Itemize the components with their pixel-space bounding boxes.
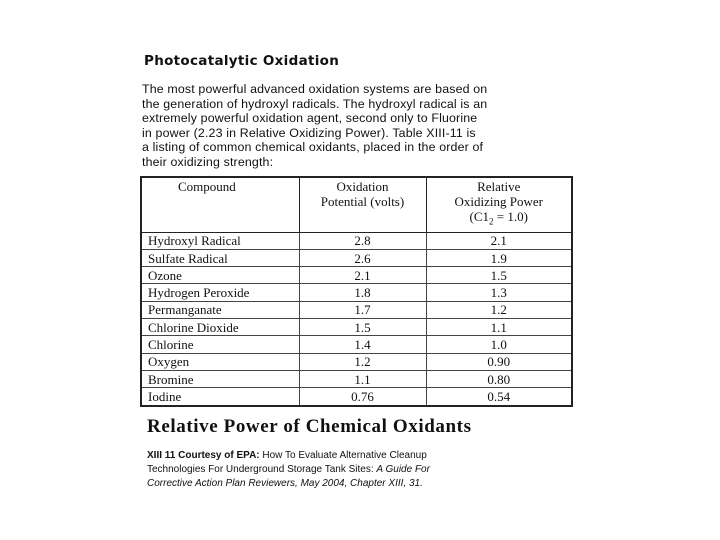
relative-power-cell: 1.2 xyxy=(426,301,572,318)
table-row xyxy=(141,267,572,284)
table-caption: Relative Power of Chemical Oxidants xyxy=(147,416,472,437)
relative-power-cell: 0.90 xyxy=(426,353,572,370)
citation-text: Technologies For Underground Storage Tank Sites: xyxy=(147,464,377,475)
compound-cell: Bromine xyxy=(141,370,299,387)
potential-cell: 1.5 xyxy=(299,319,426,336)
table-row xyxy=(141,249,572,266)
citation-label: XIII 11 Courtesy of EPA: xyxy=(147,450,260,461)
citation-title: Corrective Action Plan Reviewers, May 2004, Chapter XIII, 31. xyxy=(147,478,423,489)
paragraph-line: their oxidizing strength: xyxy=(142,154,274,169)
table-row xyxy=(141,388,572,406)
section-heading: Photocatalytic Oxidation xyxy=(144,53,340,69)
table-row xyxy=(141,353,572,370)
table-row xyxy=(141,284,572,301)
header-compound: Compound xyxy=(141,177,299,232)
source-citation xyxy=(147,449,567,491)
compound-cell: Permanganate xyxy=(141,301,299,318)
potential-cell: 1.4 xyxy=(299,336,426,353)
citation-text: How To Evaluate Alternative Cleanup xyxy=(259,450,427,461)
relative-power-cell: 2.1 xyxy=(426,232,572,249)
table-row xyxy=(141,301,572,318)
compound-cell: Oxygen xyxy=(141,353,299,370)
header-relative-oxidizing-power: Relative Oxidizing Power $(C1_2 = 1.0)$ xyxy=(426,177,572,232)
paragraph-line: The most powerful advanced oxidation systems are based on xyxy=(142,82,488,96)
relative-power-cell: 1.1 xyxy=(426,319,572,336)
compound-cell: Chlorine xyxy=(141,336,299,353)
table-row xyxy=(141,319,572,336)
oxidants-table xyxy=(140,176,573,407)
paragraph-line: the generation of hydroxyl radicals. The hydroxyl radical is an xyxy=(142,96,488,111)
compound-cell: Hydroxyl Radical xyxy=(141,232,299,249)
relative-power-cell: 1.0 xyxy=(426,336,572,353)
table-header-row xyxy=(141,177,572,232)
paragraph-line: extremely powerful oxidation agent, second only to Fluorine xyxy=(142,111,478,126)
relative-power-cell: 1.5 xyxy=(426,267,572,284)
relative-power-cell: 0.54 xyxy=(426,388,572,406)
table-row xyxy=(141,336,572,353)
potential-cell: 1.8 xyxy=(299,284,426,301)
paragraph-line: in power (2.23 in Relative Oxidizing Power). Table XIII-11 is xyxy=(142,125,476,140)
potential-cell: 2.8 xyxy=(299,232,426,249)
potential-cell: 1.7 xyxy=(299,301,426,318)
intro-paragraph xyxy=(142,82,572,170)
paragraph-line: a listing of common chemical oxidants, placed in the order of xyxy=(142,140,484,155)
relative-power-cell: 1.9 xyxy=(426,249,572,266)
table-row xyxy=(141,370,572,387)
relative-power-cell: 0.80 xyxy=(426,370,572,387)
potential-cell: 0.76 xyxy=(299,388,426,406)
compound-cell: Sulfate Radical xyxy=(141,249,299,266)
compound-cell: Hydrogen Peroxide xyxy=(141,284,299,301)
potential-cell: 2.6 xyxy=(299,249,426,266)
potential-cell: 1.1 xyxy=(299,370,426,387)
compound-cell: Ozone xyxy=(141,267,299,284)
potential-cell: 1.2 xyxy=(299,353,426,370)
compound-cell: Iodine xyxy=(141,388,299,406)
header-oxidation-potential: Oxidation Potential (volts) xyxy=(299,177,426,232)
table-row xyxy=(141,232,572,249)
potential-cell: 2.1 xyxy=(299,267,426,284)
compound-cell: Chlorine Dioxide xyxy=(141,319,299,336)
citation-title: A Guide For xyxy=(376,464,430,475)
relative-power-cell: 1.3 xyxy=(426,284,572,301)
